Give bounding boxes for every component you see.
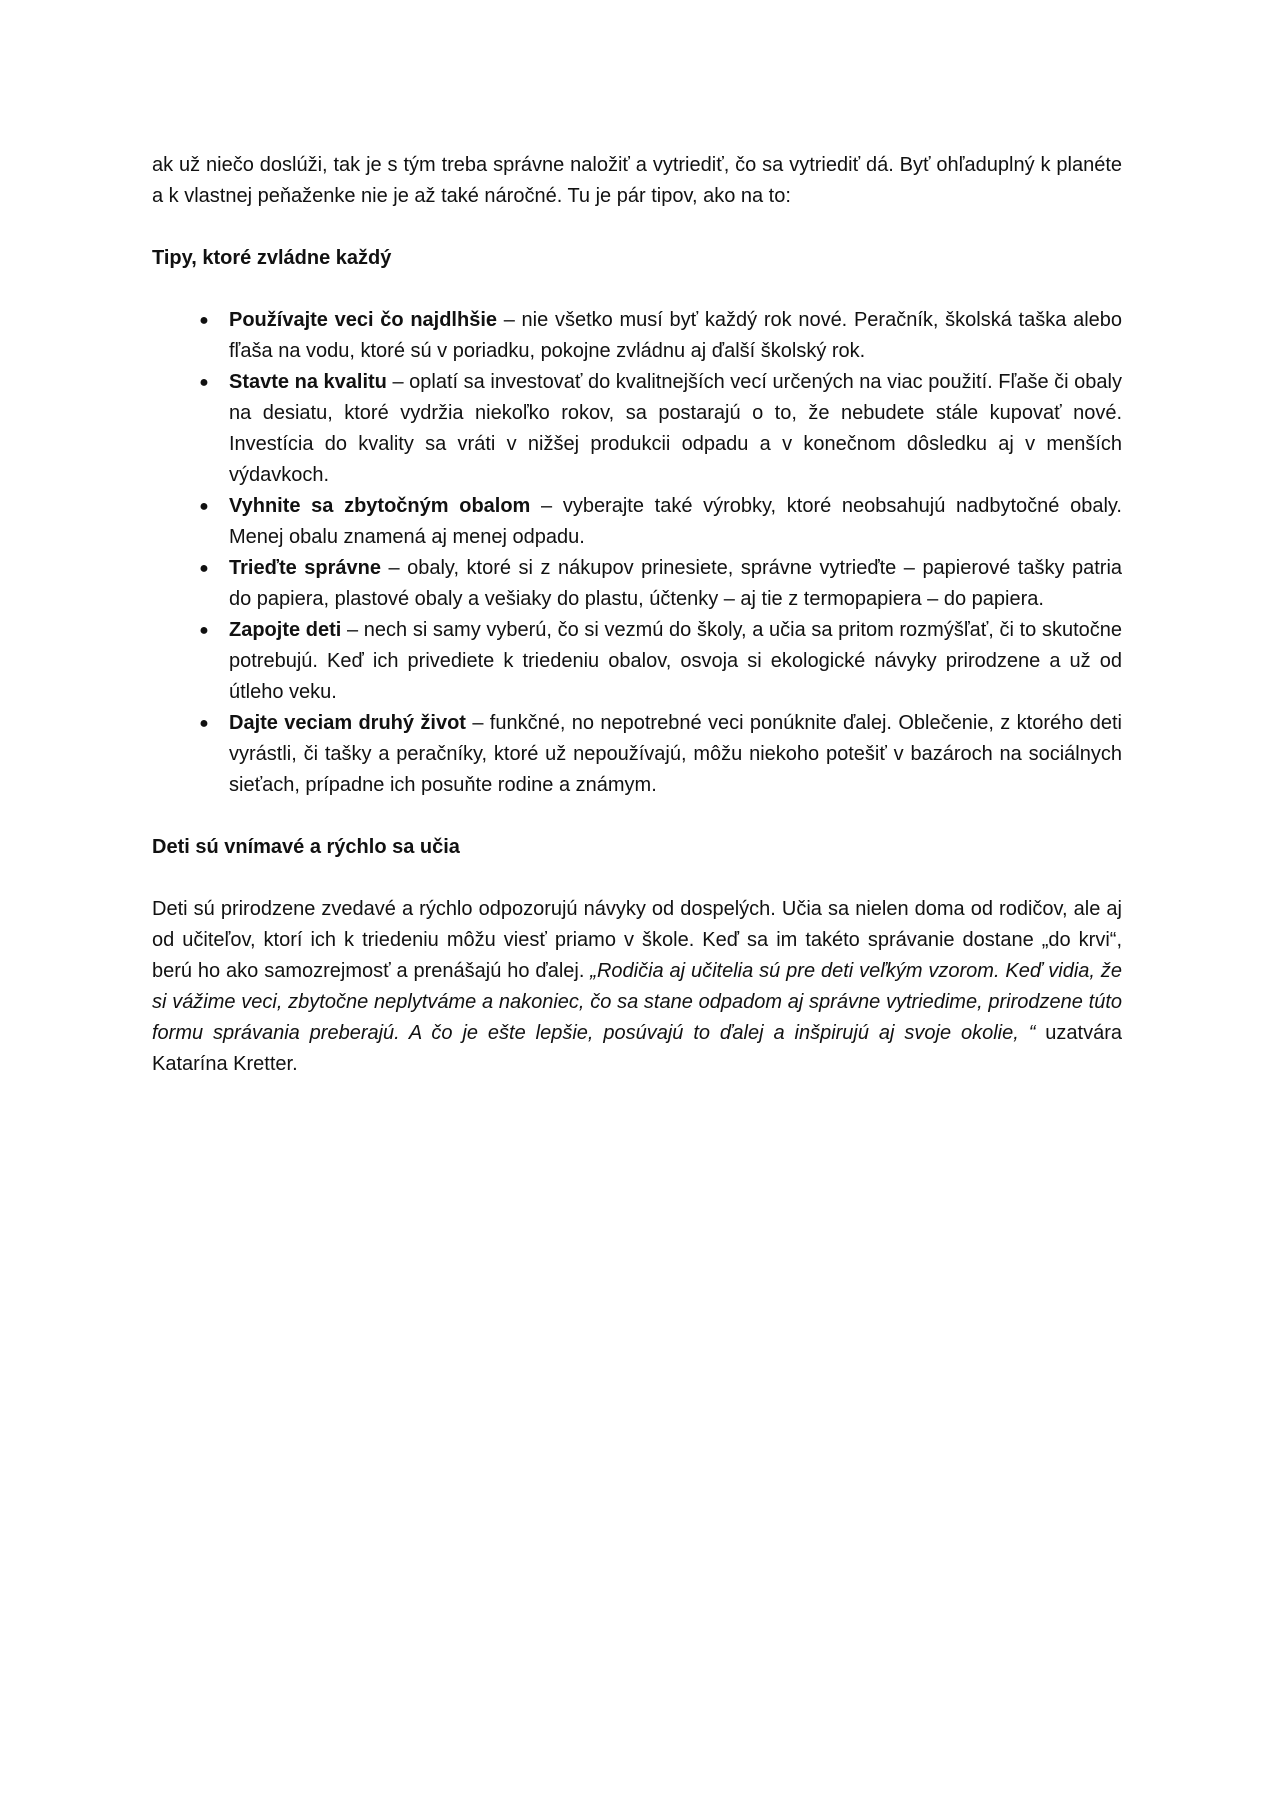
tips-heading: Tipy, ktoré zvládne každý bbox=[152, 247, 392, 269]
tip-term: Trieďte správne bbox=[229, 557, 381, 579]
kids-paragraph bbox=[152, 894, 1122, 1080]
tip-text: – oplatí sa investovať do kvalitnejších vecí určených na viac použití. Fľaše či obaly na desiatu, ktoré vydržia niekoľko rokov, sa postarajú o to, že nebudete stále kupovať nové. Investícia do kvality sa vráti v nižšej produkcii odpadu a v konečnom dôsledku aj v menších výdavkoch. bbox=[229, 371, 1122, 486]
tip-term: Vyhnite sa zbytočným obalom bbox=[229, 495, 531, 517]
kids-text: Deti sú prirodzene zvedavé a rýchlo odpozorujú návyky od dospelých. Učia sa nielen doma od rodičov, ale aj od učiteľov, ktorí ich k triedeniu môžu viesť priamo v škole. Keď sa im takéto správanie dostane „do krvi“, berú ho ako samozrejmosť a prenášajú ho ďalej. bbox=[152, 898, 1122, 982]
tip-term: Dajte veciam druhý život bbox=[229, 712, 466, 734]
tip-text: – nie všetko musí byť každý rok nové. Peračník, školská taška alebo fľaša na vodu, ktoré sú v poriadku, pokojne zvládnu aj ďalší školský rok. bbox=[229, 309, 1123, 362]
tip-text: – vyberajte také výrobky, ktoré neobsahujú nadbytočné obaly. Menej obalu znamená aj menej odpadu. bbox=[229, 495, 1122, 548]
bullet-icon: ● bbox=[199, 715, 209, 732]
quote-text: „Rodičia aj učitelia sú pre deti veľkým vzorom. Keď vidia, že si vážime veci, zbytočne neplytváme a nakoniec, čo sa stane odpadom aj správne vytriedime, prirodzene túto formu správania preberajú. A čo je ešte lepšie, posúvajú to ďalej a inšpirujú aj svoje okolie, “ bbox=[152, 960, 1122, 1044]
bullet-icon: ● bbox=[199, 498, 209, 515]
bullet-icon: ● bbox=[199, 374, 209, 391]
tip-item bbox=[152, 615, 1122, 708]
tip-text: – funkčné, no nepotrebné veci ponúknite ďalej. Oblečenie, z ktorého deti vyrástli, či tašky a peračníky, ktoré už nepoužívajú, môžu niekoho potešiť v bazároch na sociálnych sieťach, prípadne ich posuňte rodine a známym. bbox=[229, 712, 1122, 796]
tip-text: – obaly, ktoré si z nákupov prinesiete, správne vytrieďte – papierové tašky patria do papiera, plastové obaly a vešiaky do plastu, účtenky – aj tie z termopapiera – do papiera. bbox=[229, 557, 1123, 610]
tip-term: Stavte na kvalitu bbox=[229, 371, 387, 393]
intro-paragraph: ak už niečo doslúži, tak je s tým treba správne naložiť a vytriediť, čo sa vytriediť dá. Byť ohľaduplný k planéte a k vlastnej peňaženke nie je až také náročné. Tu je pár tipov, ako na to: bbox=[152, 154, 1122, 207]
document-page bbox=[152, 150, 1122, 1080]
tip-text: – nech si samy vyberú, čo si vezmú do školy, a učia sa pritom rozmýšľať, či to skutočne potrebujú. Keď ich privediete k triedeniu obalov, osvoja si ekologické návyky prirodzene a už od útleho veku. bbox=[229, 619, 1123, 703]
quote-attribution: uzatvára Katarína Kretter. bbox=[152, 1022, 1123, 1075]
tip-item bbox=[152, 305, 1122, 367]
tip-item bbox=[152, 553, 1122, 615]
tip-item bbox=[152, 491, 1122, 553]
tip-item bbox=[152, 367, 1122, 491]
bullet-icon: ● bbox=[199, 622, 209, 639]
tips-list bbox=[152, 305, 1122, 801]
tip-item bbox=[152, 708, 1122, 801]
tip-term: Používajte veci čo najdlhšie bbox=[229, 309, 498, 331]
tip-term: Zapojte deti bbox=[229, 619, 342, 641]
bullet-icon: ● bbox=[199, 560, 209, 577]
bullet-icon: ● bbox=[199, 312, 209, 329]
kids-heading: Deti sú vnímavé a rýchlo sa učia bbox=[152, 836, 460, 858]
